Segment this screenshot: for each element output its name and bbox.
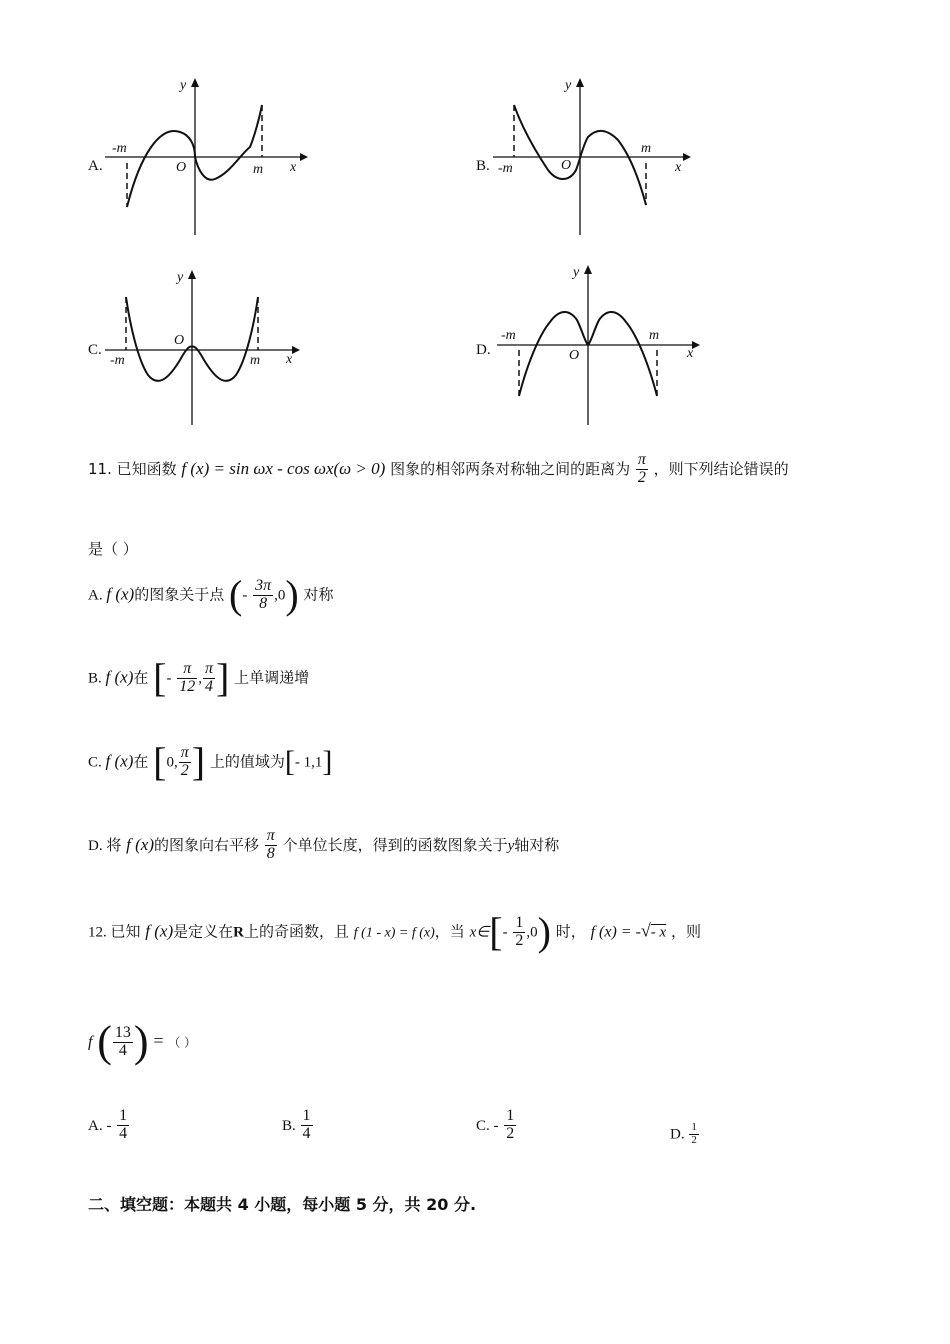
- q11-stem: 11. 已知函数 f (x) = sin ωx - cos ωx(ω > 0) 图象的相邻两条对称轴之间的距离为 $\frac{\pi}{2}$ ，则下列结论错误的: [88, 451, 789, 486]
- graph-c: [100, 265, 310, 430]
- q11-func: f (x) = sin ωx - cos ωx(ω > 0): [181, 458, 386, 478]
- section-2-heading: 二、填空题：本题共 4 小题，每小题 5 分，共 20 分.: [88, 1195, 477, 1214]
- q12-option-a: A. - $\frac{1}{4}$: [88, 1107, 128, 1142]
- graph-c-m: m: [250, 353, 261, 368]
- graph-a-m: m: [253, 162, 264, 177]
- graph-a: [100, 75, 310, 240]
- graph-d-y: y: [573, 265, 580, 280]
- graph-d-neg-m: -m: [501, 328, 516, 343]
- graph-c-origin: O: [174, 333, 185, 348]
- graph-b-m: m: [641, 141, 652, 156]
- graph-a-x: x: [290, 160, 297, 175]
- graph-b-label: B.: [476, 158, 490, 174]
- graph-b-x: x: [675, 160, 682, 175]
- graph-b: [488, 75, 698, 240]
- graph-b-y: y: [565, 78, 572, 93]
- q11-number: 11.: [88, 459, 117, 478]
- graph-b-neg-m: -m: [498, 161, 513, 176]
- graph-a-y: y: [180, 78, 187, 93]
- q12-option-c: C. - $\frac{1}{2}$: [476, 1107, 515, 1142]
- graph-d-x: x: [687, 346, 694, 361]
- graph-c-neg-m: -m: [110, 353, 125, 368]
- q11-option-b: B. f (x)在 [- $\frac{\pi}{12}$ , $\frac{\pi}{4}$ ] 上单调递增: [88, 655, 310, 700]
- graph-c-label: C.: [88, 342, 102, 358]
- q12-option-d: D. $\frac{1}{2}$: [670, 1121, 697, 1146]
- q11-option-c: C. f (x)在 [0, $\frac{\pi}{2}$ ] 上的值域为[- 1,1]: [88, 739, 333, 784]
- q11-stem-line2: 是（ ）: [88, 540, 138, 558]
- graph-c-y: y: [177, 270, 184, 285]
- q11-option-a: A. f (x)的图象关于点 (- $\frac{3\pi}{8}$ ,0) 对称: [88, 572, 334, 617]
- q12-ask: f ( $\frac{13}{4}$ ) = （ ）: [88, 1017, 197, 1066]
- q11-option-d: D. 将 f (x)的图象向右平移 $\frac{\pi}{8}$ 个单位长度，得到的函数图象关于y轴对称: [88, 827, 560, 862]
- graph-d-label: D.: [476, 342, 491, 358]
- graph-d-origin: O: [569, 348, 580, 363]
- graph-a-origin: O: [176, 160, 187, 175]
- q12-stem: 12. 已知 f (x)是定义在R上的奇函数，且 f (1 - x) = f (x)，当 x∈[- $\frac{1}{2}$ ,0) 时， f (x) = -√- x ，则: [88, 909, 701, 954]
- q12-number: 12.: [88, 924, 111, 941]
- graph-a-label: A.: [88, 158, 103, 174]
- graph-c-x: x: [286, 352, 293, 367]
- graph-d: [495, 260, 710, 430]
- graph-b-origin: O: [561, 158, 572, 173]
- q12-option-b: B. $\frac{1}{4}$: [282, 1107, 311, 1142]
- graph-a-neg-m: -m: [112, 141, 127, 156]
- graph-d-m: m: [649, 328, 660, 343]
